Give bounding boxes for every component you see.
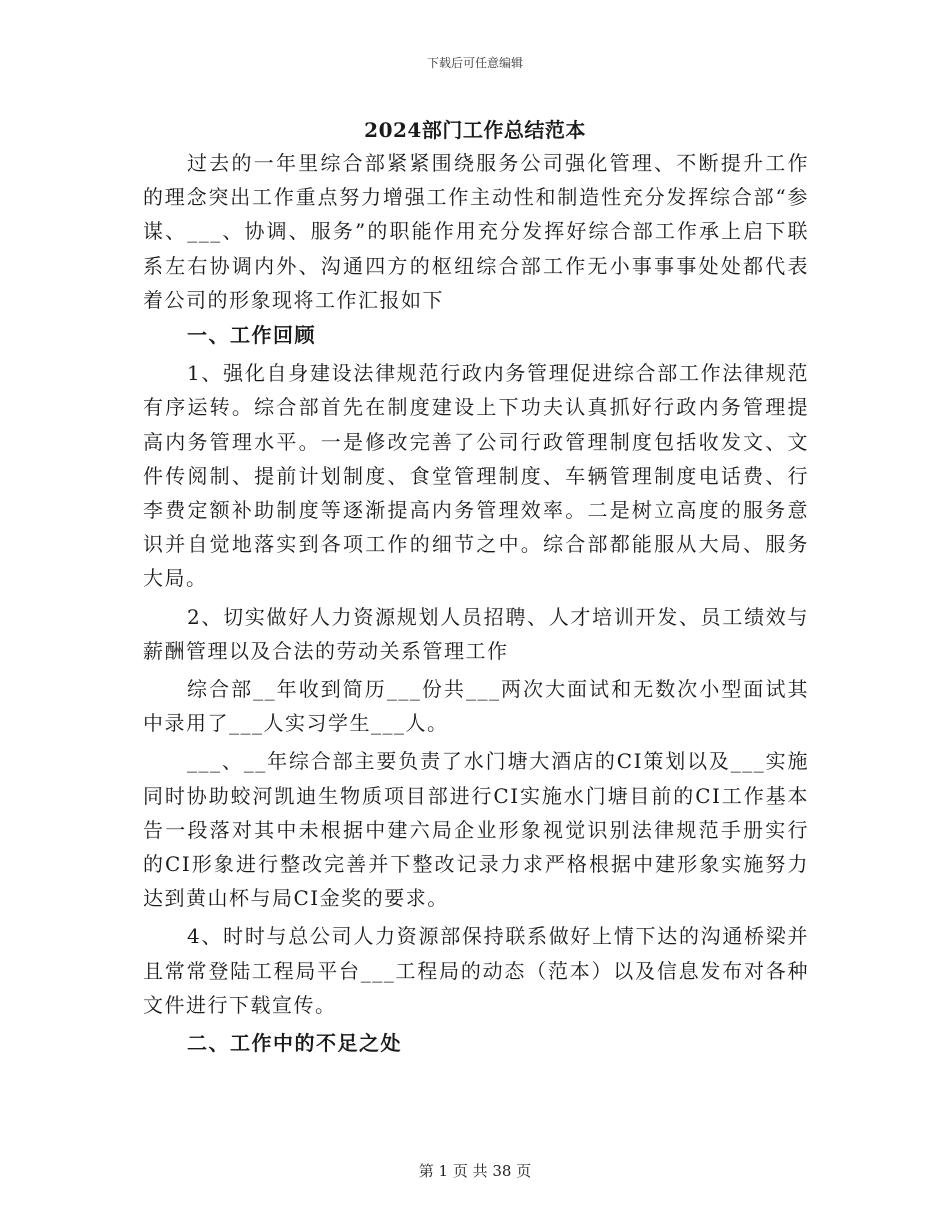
section-heading-shortcomings: 二、工作中的不足之处 <box>187 1031 402 1056</box>
section-heading-review: 一、工作回顾 <box>187 323 316 348</box>
page-number-footer: 第 1 页 共 38 页 <box>418 1162 532 1180</box>
intro-paragraph: 过去的一年里综合部紧紧围绕服务公司强化管理、不断提升工作的理念突出工作重点努力增强工作主动性和制造性充分发挥综合部“参谋、___、协调、服务”的职能作用充分发挥好综合部工作承上启下联系左右协调内外、沟通四方的枢纽综合部工作无小事事事处处都代表着公司的形象现将工作汇报如下 <box>143 151 809 312</box>
review-item-2: 2、切实做好人力资源规划人员招聘、人才培训开发、员工绩效与薪酬管理以及合法的劳动关系管理工作 <box>143 604 809 663</box>
review-item-2-detail: 综合部__年收到简历___份共___两次大面试和无数次小型面试其中录用了___人实习学生___人。 <box>143 677 809 736</box>
document-title: 2024部门工作总结范本 <box>364 118 586 142</box>
document-body <box>143 146 809 1060</box>
review-item-4: 4、时时与总公司人力资源部保持联系做好上情下达的沟通桥梁并且常常登陆工程局平台___工程局的动态（范本）以及信息发布对各种文件进行下载宣传。 <box>143 924 809 1017</box>
review-item-1: 1、强化自身建设法律规范行政内务管理促进综合部工作法律规范有序运转。综合部首先在制度建设上下功夫认真抓好行政内务管理提高内务管理水平。一是修改完善了公司行政管理制度包括收发文、文件传阅制、提前计划制度、食堂管理制度、车辆管理制度电话费、行李费定额补助制度等逐渐提高内务管理效率。二是树立高度的服务意识并自觉地落实到各项工作的细节之中。综合部都能服从大局、服务大局。 <box>143 361 809 591</box>
review-item-3: ___、__年综合部主要负责了水门塘大酒店的CI策划以及___实施同时协助蛟河凯迪生物质项目部进行CI实施水门塘目前的CI工作基本告一段落对其中未根据中建六局企业形象视觉识别法律规范手册实行的CI形象进行整改完善并下整改记录力求严格根据中建形象实施努力达到黄山杯与局CI金奖的要求。 <box>143 749 809 911</box>
page-header-note: 下载后可任意编辑 <box>426 56 523 70</box>
